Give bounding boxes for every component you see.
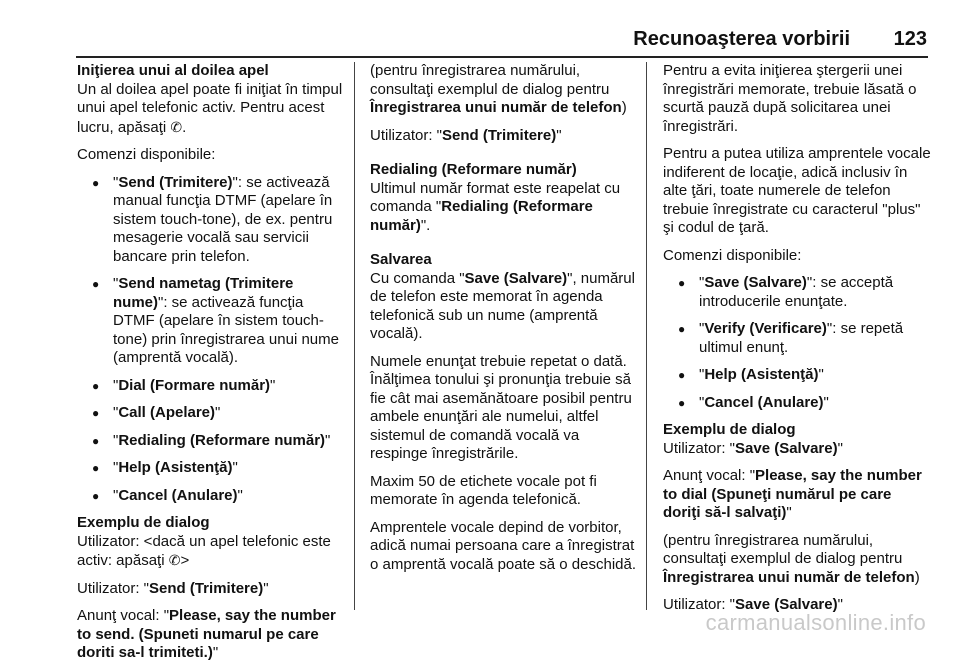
dialog-line: Anunţ vocal: "Please, say the number to send. (Spuneti numarul pe care doriti sa-l trimiteti.)"	[77, 607, 336, 661]
section-heading: Salvarea	[370, 251, 432, 268]
section-heading: Exemplu de dialog	[77, 514, 210, 531]
column-3	[663, 62, 933, 624]
paragraph: Amprentele vocale depind de vorbitor, adică numai persoana care a înregistrat o amprentă vocală poate să o deschidă.	[370, 518, 637, 573]
phone-icon: ✆	[170, 118, 183, 135]
list-item: ● "Call (Apelare)"	[77, 404, 347, 423]
column-1	[77, 62, 347, 672]
page-number: 123	[893, 28, 927, 50]
page-header	[0, 0, 960, 56]
column-divider	[354, 62, 355, 610]
column-divider	[646, 62, 647, 610]
list-item: ● "Redialing (Reformare număr)"	[77, 432, 347, 451]
list-item: ● "Save (Salvare)": se acceptă introducerile enunţate.	[663, 274, 933, 311]
paragraph: Comenzi disponibile:	[77, 146, 216, 163]
paragraph: (pentru înregistrarea numărului, consultaţi exemplul de dialog pentru Înregistrarea unui număr de telefon)	[663, 531, 920, 586]
phone-icon: ✆	[168, 552, 181, 568]
section-heading: Exemplu de dialog	[663, 421, 796, 438]
paragraph: (pentru înregistrarea numărului, consultaţi exemplul de dialog pentru Înregistrarea unui număr de telefon)	[370, 62, 627, 116]
dialog-line: Utilizator: "Send (Trimitere)"	[370, 126, 562, 144]
command-list	[663, 274, 933, 412]
section-heading: Redialing (Reformare număr)	[370, 161, 577, 178]
paragraph: Comenzi disponibile:	[663, 246, 802, 264]
list-item: ● "Cancel (Anulare)"	[663, 394, 933, 413]
paragraph: Ultimul număr format este reapelat cu comanda "Redialing (Reformare număr)".	[370, 179, 621, 234]
dialog-line: Utilizator: "Save (Salvare)"	[663, 596, 843, 613]
dialog-line: Anunţ vocal: "Please, say the number to dial (Spuneţi numărul pe care doriţi să-l salvaţi)"	[663, 467, 922, 521]
paragraph: Un al doilea apel poate fi iniţiat în timpul unui apel telefonic activ. Pentru acest lucru, apăsaţi ✆.	[77, 80, 343, 136]
list-item: ● "Verify (Verificare)": se repetă ultimul enunţ.	[663, 320, 933, 357]
command-list	[77, 174, 347, 506]
list-item: ● "Send nametag (Trimitere nume)": se activează funcţia DTMF (apelare în sistem touch-tone) prin înregistrarea unui nume (amprentă vocală).	[77, 275, 347, 368]
list-item: ● "Cancel (Anulare)"	[77, 487, 347, 506]
column-2	[370, 62, 640, 583]
page-title: Recunoaşterea vorbirii	[633, 28, 850, 50]
paragraph: Pentru a putea utiliza amprentele vocale indiferent de locaţie, adică inclusiv în alte ţări, toate numerele de telefon trebuie înregistrate cu caracterul "plus" şi codul de ţară.	[663, 145, 931, 236]
list-item: ● "Send (Trimitere)": se activează manual funcţia DTMF (apelare în sistem touch-tone), de ex. pentru mesagerie vocală sau servicii bancare prin telefon.	[77, 174, 347, 267]
paragraph: Numele enunţat trebuie repetat o dată. Înălţimea tonului şi pronunţia trebuie să fie cât mai asemănătoare posibil pentru ambele enunţări ale numelui, altfel sistemul de comandă vocală va respinge înregistrările.	[370, 352, 632, 462]
paragraph: Maxim 50 de etichete vocale pot fi memorate în agenda telefonică.	[370, 472, 597, 508]
section-heading: Iniţierea unui al doilea apel	[77, 62, 269, 79]
list-item: ● "Dial (Formare număr)"	[77, 377, 347, 396]
list-item: ● "Help (Asistenţă)"	[663, 366, 933, 385]
paragraph: Pentru a evita iniţierea ştergerii unei înregistrări memorate, trebuie lăsată o scurtă pauză după solicitarea unei înregistrări.	[663, 62, 917, 135]
dialog-line: Utilizator: "Send (Trimitere)"	[77, 579, 269, 597]
paragraph: Cu comanda "Save (Salvare)", numărul de telefon este memorat în agenda telefonică sub un nume (amprentă vocală).	[370, 269, 635, 342]
dialog-line: Utilizator: "Save (Salvare)"	[663, 439, 843, 457]
header-rule	[76, 56, 928, 58]
watermark: carmanualsonline.info	[705, 610, 926, 635]
list-item: ● "Help (Asistenţă)"	[77, 459, 347, 478]
dialog-line: Utilizator: <dacă un apel telefonic este activ: apăsaţi ✆>	[77, 532, 331, 569]
